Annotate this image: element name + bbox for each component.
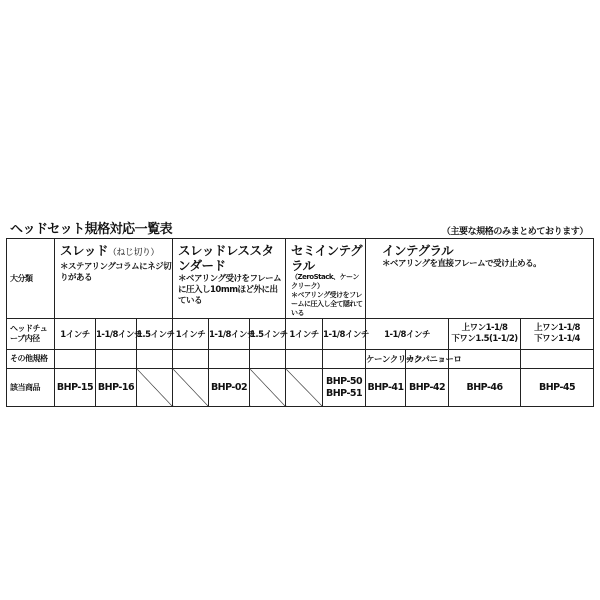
other-spec-cell: ケーンクリーク (366, 350, 406, 369)
category-integral (366, 239, 594, 319)
empty-cell (209, 350, 250, 369)
product-cell: BHP-16 (96, 369, 137, 407)
product-code: BHP-51 (325, 387, 363, 399)
integral-name: インテグラル (382, 243, 454, 258)
size-cell (521, 319, 594, 350)
product-cell: BHP-02 (209, 369, 250, 407)
not-applicable-cell (173, 369, 209, 407)
integral-desc: ＊ベアリングを直接フレームで受け止める。 (382, 259, 542, 269)
row-label-product: 該当商品 (7, 369, 55, 407)
semi-sub: （ZeroStack、ケーンクリーク） (291, 273, 359, 290)
category-threaded (55, 239, 173, 319)
size-cell: 1-1/8インチ (209, 319, 250, 350)
category-semi-integral (286, 239, 366, 319)
product-cell: BHP-42 (406, 369, 449, 407)
product-cell: BHP-46 (449, 369, 521, 407)
empty-cell (286, 350, 323, 369)
semi-name: セミインテグラル (291, 243, 363, 273)
semi-desc: ＊ベアリング受けをフレームに圧入し全て隠れている (291, 291, 363, 317)
threadless-name: スレッドレススタンダード (178, 243, 274, 273)
size-upper: 上ワン1-1/8 (534, 323, 580, 333)
size-cell: 1インチ (173, 319, 209, 350)
not-applicable-cell (286, 369, 323, 407)
product-cell: BHP-45 (521, 369, 594, 407)
empty-cell (521, 350, 594, 369)
size-cell: 1-1/8インチ (96, 319, 137, 350)
not-applicable-cell (250, 369, 286, 407)
empty-cell (55, 350, 96, 369)
size-upper: 上ワン1-1/8 (461, 323, 508, 333)
size-cell: 1インチ (55, 319, 96, 350)
empty-cell (250, 350, 286, 369)
not-applicable-cell (137, 369, 173, 407)
header-note: （主要な規格のみまとめております） (441, 227, 588, 237)
size-cell: 1インチ (286, 319, 323, 350)
row-label-other: その他規格 (7, 350, 55, 369)
category-threadless (173, 239, 286, 319)
threaded-name: スレッド (60, 243, 108, 258)
product-cell: BHP-15 (55, 369, 96, 407)
empty-cell (96, 350, 137, 369)
threadless-desc: ＊ベアリング受けをフレームに圧入し10mmほど外に出ている (178, 274, 282, 306)
product-cell: BHP-41 (366, 369, 406, 407)
category-row (7, 239, 594, 319)
page-title: ヘッドセット規格対応一覧表 (10, 222, 173, 237)
size-cell: 1.5インチ (137, 319, 173, 350)
headset-spec-table (6, 238, 594, 407)
product-cell (323, 369, 366, 407)
size-lower: 下ワン1-1/4 (534, 334, 580, 344)
size-cell: 1-1/8インチ (366, 319, 449, 350)
other-spec-row (7, 350, 594, 369)
row-label-head-tube: ヘッドチューブ内径 (7, 319, 55, 350)
other-spec-cell: カンパニョーロ (406, 350, 449, 369)
size-cell: 1.5インチ (250, 319, 286, 350)
empty-cell (137, 350, 173, 369)
empty-cell (173, 350, 209, 369)
size-cell (449, 319, 521, 350)
empty-cell (323, 350, 366, 369)
product-row (7, 369, 594, 407)
threaded-sub: （ねじ切り） (107, 248, 159, 258)
size-cell: 1-1/8インチ (323, 319, 366, 350)
product-code: BHP-50 (325, 375, 363, 387)
row-label-category: 大分類 (7, 239, 55, 319)
threaded-desc: ＊ステアリングコラムにネジ切りがある (60, 262, 172, 283)
head-tube-row (7, 319, 594, 350)
size-lower: 下ワン1.5(1-1/2) (451, 334, 518, 344)
